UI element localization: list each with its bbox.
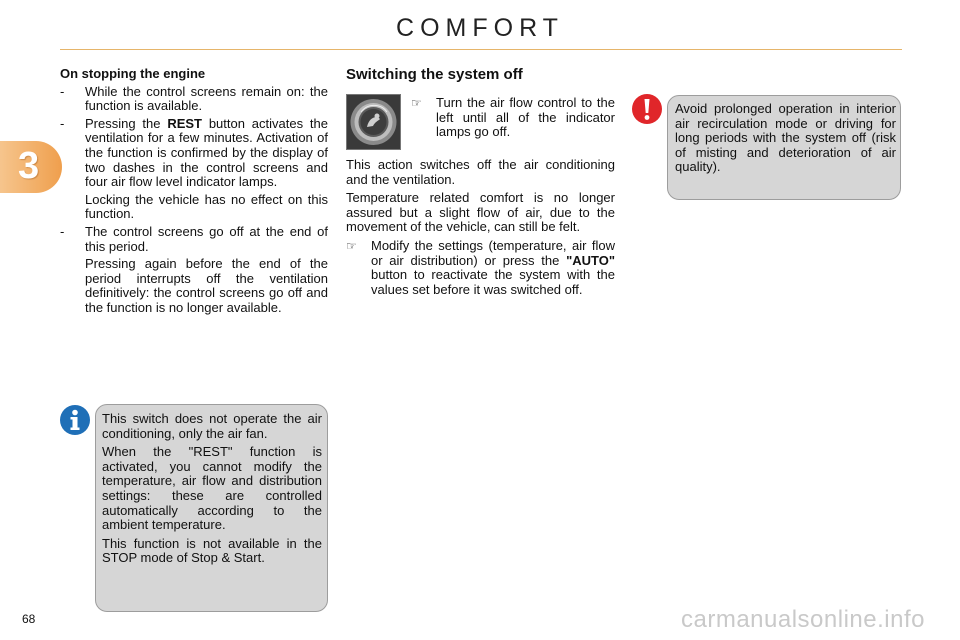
warning-box xyxy=(667,95,901,200)
list-item xyxy=(60,85,328,114)
warning-text: Avoid prolonged operation in interior air recirculation mode or driving for long periods with the system off (risk of misting and deterioration of air quality). xyxy=(675,101,896,175)
list-dash: - xyxy=(60,83,65,99)
info-icon xyxy=(60,405,90,435)
info-paragraph: This switch does not operate the air conditioning, only the air fan. xyxy=(102,411,322,441)
info-box xyxy=(95,404,328,612)
list-dash: - xyxy=(60,223,65,239)
auto-keyword: "AUTO" xyxy=(566,252,615,268)
exclamation-icon xyxy=(632,94,662,124)
section-heading-stopping-engine: On stopping the engine xyxy=(60,66,206,81)
arrow-instruction-text: Turn the air flow control to the left until all of the indicator lamps go off. xyxy=(436,95,615,140)
page-title: COMFORT xyxy=(396,14,564,42)
list-item-text-after: button activates the ventilation for a few minutes. Activation of the function is confirmed by the display of two dashes in the control screens and four air flow level indicator lamps. xyxy=(85,115,328,190)
arrow-text-after: button to reactivate the system with the values set before it was switched off. xyxy=(371,267,615,297)
info-paragraph: When the "REST" function is activated, you cannot modify the temperature, air flow and distribution settings: these are controlled automatically according to the ambient temperature. xyxy=(102,444,322,533)
arrow-instruction xyxy=(411,96,615,140)
list-item xyxy=(60,117,328,190)
chapter-number: 3 xyxy=(18,145,40,187)
list-item-note: Locking the vehicle has no effect on this function. xyxy=(85,191,328,222)
pointing-hand-icon: ☞ xyxy=(411,96,422,110)
middle-column-body xyxy=(346,158,615,297)
section-title-switching-off: Switching the system off xyxy=(346,66,523,83)
list-dash: - xyxy=(60,115,65,131)
air-flow-control-image xyxy=(346,94,401,150)
list-item-text: The control screens go off at the end of this period. xyxy=(85,223,328,254)
watermark: carmanualsonline.info xyxy=(681,606,925,633)
chapter-tab xyxy=(0,141,62,193)
header-divider xyxy=(60,49,902,50)
air-flow-knob-icon xyxy=(347,95,400,149)
arrow-instruction xyxy=(346,239,615,297)
pointing-hand-icon: ☞ xyxy=(346,238,357,253)
list-item xyxy=(60,225,328,254)
left-column xyxy=(60,67,328,319)
paragraph: This action switches off the air conditioning and the ventilation. xyxy=(346,157,615,187)
paragraph: Temperature related comfort is no longer assured but a slight flow of air, due to the movement of the vehicle, can still be felt. xyxy=(346,190,615,235)
list-item-text-before: Pressing the xyxy=(85,115,168,131)
info-paragraph: This function is not available in the STOP mode of Stop & Start. xyxy=(102,535,322,566)
list-item-text: While the control screens remain on: the function is available. xyxy=(85,83,328,114)
page-number: 68 xyxy=(22,612,36,626)
arrow-text-before: Modify the settings (temperature, air flow or air distribution) or press the xyxy=(371,237,615,268)
list-item-note: Pressing again before the end of the period interrupts off the ventilation definitively: the control screens go off and the function is no longer available. xyxy=(85,256,328,315)
rest-keyword: REST xyxy=(167,115,202,131)
